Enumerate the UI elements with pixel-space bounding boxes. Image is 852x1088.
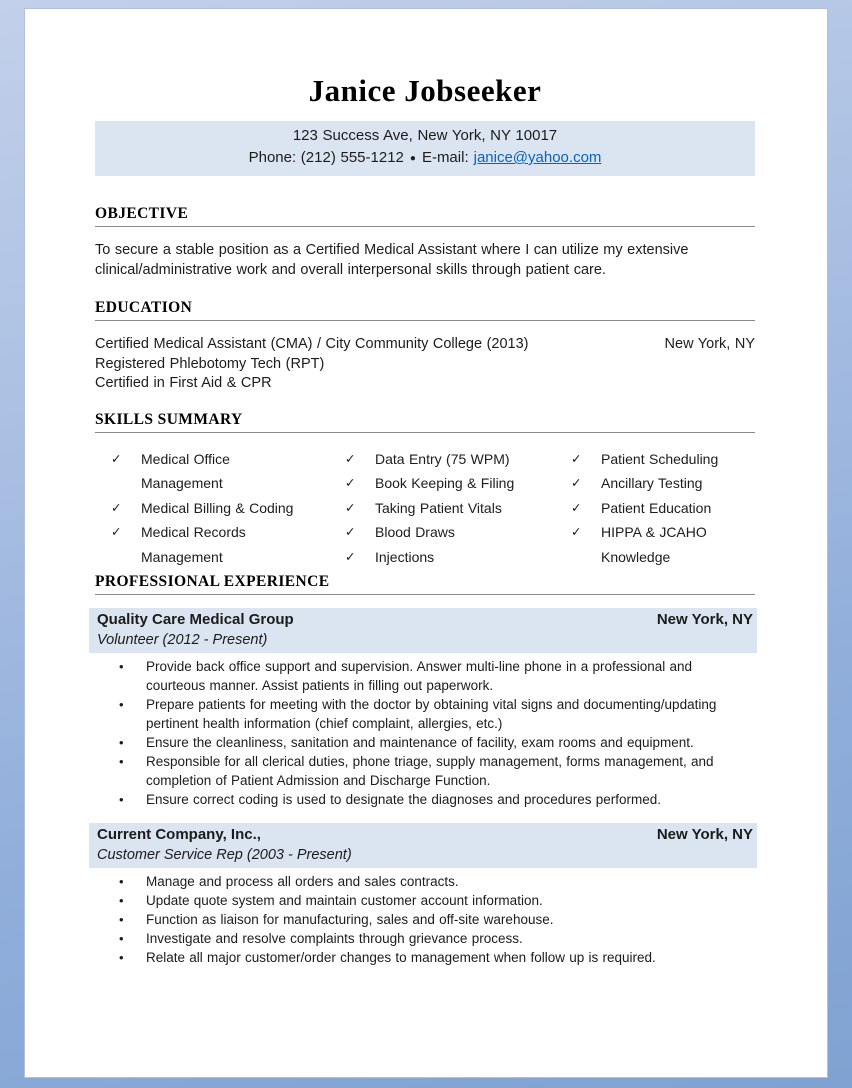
job-bullet: [119, 872, 755, 891]
job-bullets: [119, 657, 755, 809]
job-bullet-text: Prepare patients for meeting with the doctor by obtaining vital signs and documenting/updating pertinent health information (chief complaint, allergies, etc.): [146, 697, 717, 731]
job-bullet-text: Responsible for all clerical duties, phone triage, supply management, forms management, and completion of Patient Admission and Discharge Function.: [146, 754, 714, 788]
check-icon: ✓: [345, 476, 356, 490]
bullet-icon: •: [119, 950, 124, 965]
job-bullet: [119, 733, 755, 752]
skill-item: [571, 447, 757, 472]
skill-label: Medical Office Management: [141, 450, 230, 491]
skill-item: [345, 471, 571, 496]
objective-heading: OBJECTIVE: [95, 206, 755, 227]
education-credential: Certified in First Aid & CPR: [95, 375, 272, 391]
education-credential: Registered Phlebotomy Tech (RPT): [95, 355, 325, 372]
check-icon: ✓: [571, 476, 582, 490]
job-block: [95, 823, 755, 967]
skill-label: Taking Patient Vitals: [375, 499, 502, 516]
skill-label: Patient Scheduling: [601, 450, 719, 467]
job-bullet-text: Relate all major customer/order changes to management when follow up is required.: [146, 950, 656, 965]
job-bullet: [119, 790, 755, 809]
skill-label: Medical Records Management: [141, 524, 246, 565]
check-icon: ✓: [111, 451, 122, 466]
bullet-icon: •: [119, 697, 124, 712]
bullet-icon: •: [119, 792, 124, 807]
contact-phone: Phone: (212) 555-1212: [248, 149, 404, 166]
job-title-row: [97, 610, 753, 630]
job-company: Current Company, Inc.,: [97, 826, 261, 843]
job-bullet-text: Provide back office support and supervision. Answer multi-line phone in a professional and courteous manner. Assist patients in filling out paperwork.: [146, 659, 693, 693]
job-company: Quality Care Medical Group: [97, 611, 294, 628]
skill-item: [345, 496, 571, 521]
job-bullet-text: Ensure correct coding is used to designate the diagnoses and procedures performed.: [146, 792, 662, 807]
skill-item: [571, 520, 757, 569]
job-bullet: [119, 695, 755, 733]
skills-heading: SKILLS SUMMARY: [95, 412, 755, 433]
skill-label: Ancillary Testing: [601, 475, 703, 491]
contact-address: 123 Success Ave, New York, NY 10017: [292, 127, 558, 144]
email-label: E-mail:: [421, 149, 469, 166]
contact-phone-email-line: [95, 147, 755, 170]
job-bullet-text: Investigate and resolve complaints through grievance process.: [146, 931, 523, 946]
education-row: [95, 335, 755, 355]
bullet-separator-icon: ●: [409, 153, 416, 164]
skill-label: Blood Draws: [375, 524, 455, 540]
check-icon: ✓: [345, 451, 356, 466]
resume-name: Janice Jobseeker: [308, 73, 542, 108]
jobs: [95, 608, 755, 967]
job-role: Volunteer (2012 - Present): [97, 632, 268, 648]
job-block: [95, 608, 755, 809]
resume-page: [24, 8, 828, 1078]
check-icon: ✓: [345, 549, 356, 564]
education-heading: EDUCATION: [95, 300, 755, 321]
job-bullet: [119, 657, 755, 695]
skill-item: [571, 471, 757, 496]
skill-item: [345, 520, 571, 545]
bullet-icon: •: [119, 893, 124, 908]
skill-item: [345, 545, 571, 570]
job-bullet: [119, 891, 755, 910]
skills-column: [95, 447, 345, 570]
check-icon: ✓: [571, 500, 582, 515]
job-bullet: [119, 752, 755, 790]
bullet-icon: •: [119, 912, 124, 927]
education-row: [95, 355, 755, 375]
bullet-icon: •: [119, 931, 124, 946]
skill-item: [111, 447, 345, 496]
skill-item: [571, 496, 757, 521]
job-location: New York, NY: [656, 611, 753, 628]
education-row: [95, 374, 755, 394]
education-credential: Certified Medical Assistant (CMA) / City Community College (2013): [95, 336, 529, 352]
job-location: New York, NY: [656, 826, 753, 843]
check-icon: ✓: [345, 500, 356, 515]
bullet-icon: •: [119, 659, 124, 674]
job-header: [89, 823, 757, 868]
skill-label: Patient Education: [601, 499, 712, 516]
education-section: [95, 300, 755, 394]
bullet-icon: •: [119, 874, 124, 889]
skill-item: [111, 520, 345, 569]
skill-label: Book Keeping & Filing: [375, 475, 515, 491]
job-title-row: [97, 825, 753, 845]
job-role: Customer Service Rep (2003 - Present): [97, 847, 352, 863]
skills-column: [345, 447, 571, 570]
skill-label: Data Entry (75 WPM): [375, 450, 510, 467]
check-icon: ✓: [571, 525, 582, 539]
objective-section: [95, 206, 755, 280]
bullet-icon: •: [119, 735, 124, 750]
job-bullet: [119, 910, 755, 929]
education-location: [743, 355, 755, 375]
job-bullet-text: Ensure the cleanliness, sanitation and maintenance of facility, exam rooms and equipment.: [146, 735, 694, 750]
skill-item: [111, 496, 345, 521]
skill-label: Medical Billing & Coding: [141, 499, 294, 516]
skills-section: [95, 412, 755, 570]
skills-grid: [95, 447, 755, 570]
job-bullet-text: Manage and process all orders and sales contracts.: [146, 874, 459, 889]
email-link[interactable]: janice@yahoo.com: [473, 149, 602, 166]
bullet-icon: •: [119, 754, 124, 769]
job-bullet-text: Function as liaison for manufacturing, sales and off-site warehouse.: [146, 912, 554, 927]
job-bullet: [119, 948, 755, 967]
skill-label: Injections: [375, 548, 435, 565]
skill-label: HIPPA & JCAHO Knowledge: [601, 524, 707, 565]
job-header: [89, 608, 757, 653]
job-bullet: [119, 929, 755, 948]
experience-heading: PROFESSIONAL EXPERIENCE: [95, 574, 755, 595]
job-bullets: [119, 872, 755, 967]
check-icon: ✓: [111, 500, 122, 515]
education-location: New York, NY: [664, 336, 755, 352]
check-icon: ✓: [111, 525, 122, 539]
skill-item: [345, 447, 571, 472]
education-location: [743, 374, 755, 394]
contact-block: [95, 121, 755, 176]
check-icon: ✓: [571, 451, 582, 466]
skills-column: [571, 447, 757, 570]
job-bullet-text: Update quote system and maintain customer account information.: [146, 893, 543, 908]
objective-text: To secure a stable position as a Certified Medical Assistant where I can utilize my extensive clinical/administrative work and overall interpersonal skills through patient care.: [95, 242, 689, 278]
experience-section: [95, 574, 755, 967]
education-lines: [95, 335, 755, 394]
check-icon: ✓: [345, 525, 356, 539]
